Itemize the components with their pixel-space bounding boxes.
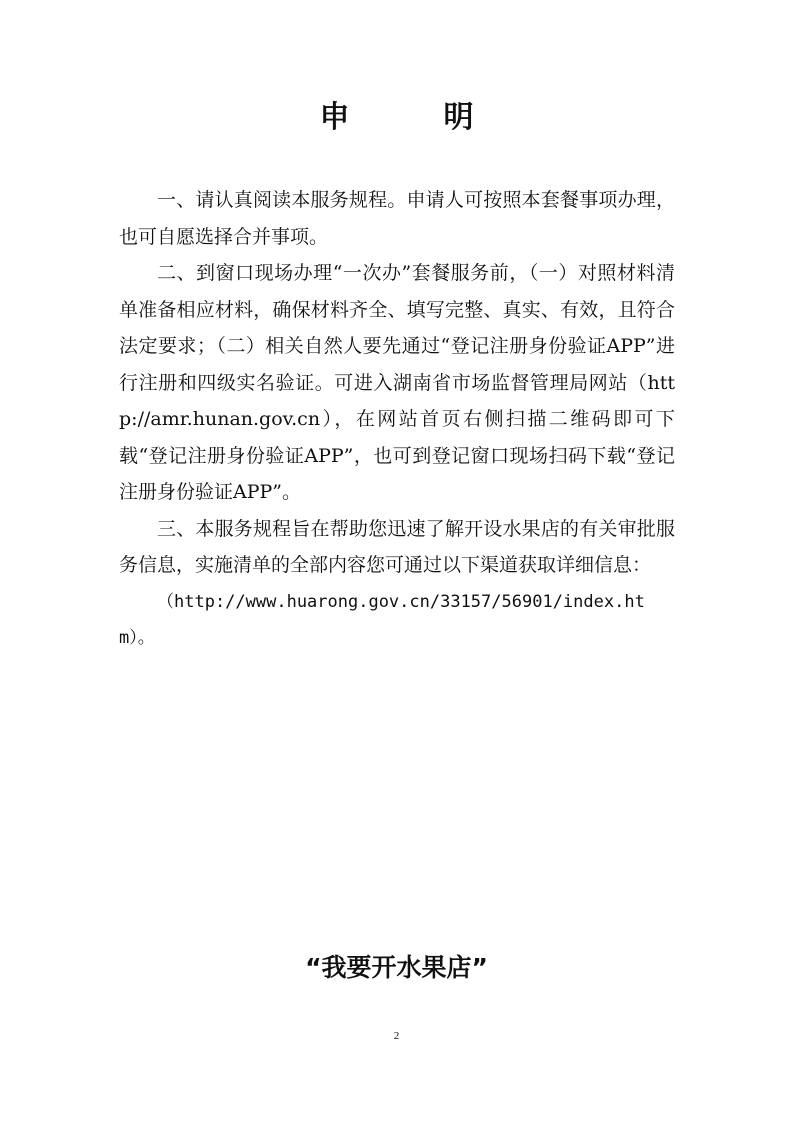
paragraph-3: 三、本服务规程旨在帮助您迅速了解开设水果店的有关审批服务信息，实施清单的全部内容您可通过以下渠道获取详细信息： bbox=[119, 517, 675, 576]
page-number: 2 bbox=[393, 1030, 400, 1042]
service-name-footer: “我要开水果店” bbox=[305, 953, 488, 982]
info-url: （http://www.huarong.gov.cn/33157/56901/index.htm）。 bbox=[119, 591, 645, 648]
paragraph-1: 一、请认真阅读本服务规程。申请人可按照本套餐事项办理，也可自愿选择合并事项。 bbox=[119, 189, 675, 248]
paragraph-2: 二、到窗口现场办理“一次办”套餐服务前，（一）对照材料清单准备相应材料，确保材料齐全、填写完整、真实、有效，且符合法定要求；（二）相关自然人要先通过“登记注册身份验证APP”进行注册和四级实名验证。可进入湖南省市场监督管理局网站（http://amr.hunan.gov.cn），在网站首页右侧扫描二维码即可下载“登记注册身份验证APP”，也可到登记窗口现场扫码下载“登记注册身份验证APP”。 bbox=[119, 262, 675, 503]
page-title: 申 明 bbox=[319, 100, 506, 135]
statement-body bbox=[119, 182, 675, 657]
